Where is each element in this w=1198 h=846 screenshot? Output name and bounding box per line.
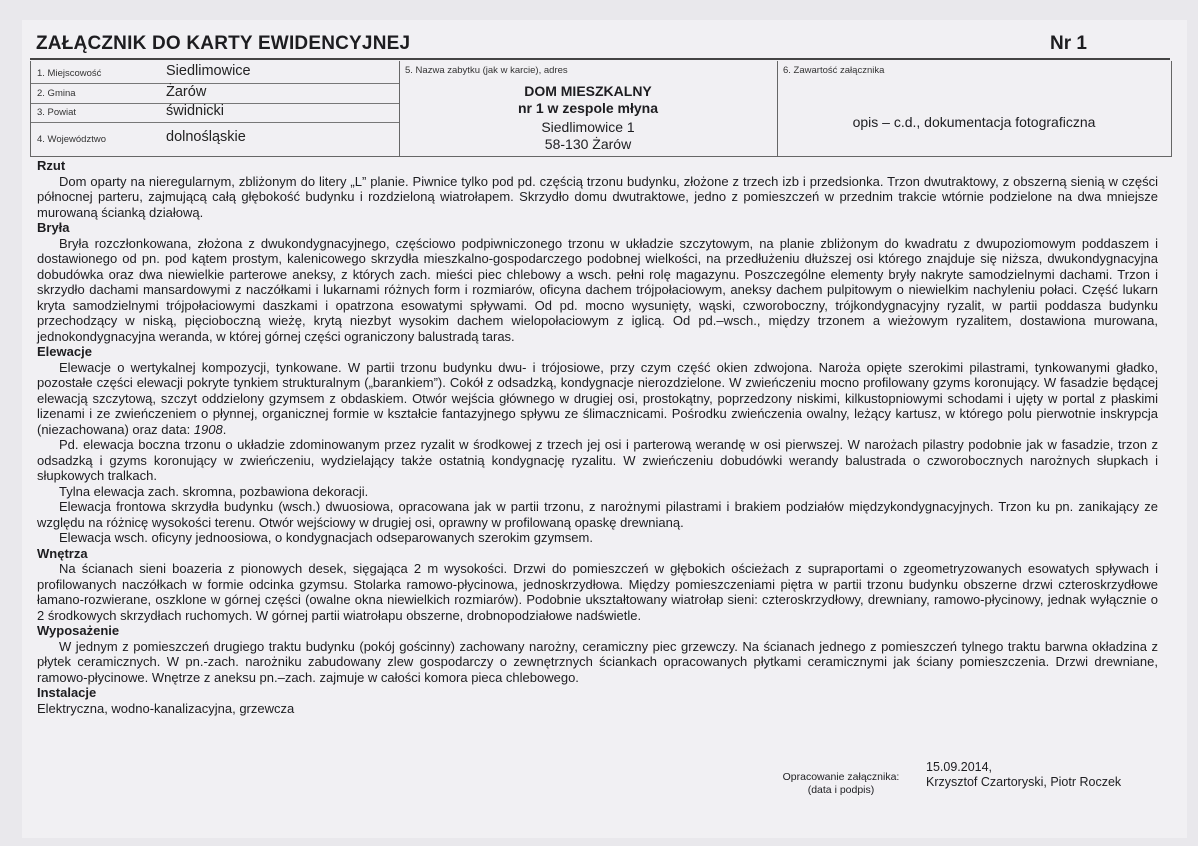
paragraph-elewacje-2: Pd. elewacja boczna trzonu o układzie zdominowanym przez ryzalit w środkowej z trzech jej osi i parterową werandę w osi pierwszej. W narożach pilastry podobnie jak w fasadzie, trzon z odsadzką i gzyms koronujący w zwieńczeniu, wydzielający także ostatnią kondygnację ryzalitu. W zwieńczeniu dobudówki werandy balustrada o czworobocznych narożnych słupkach i słupkowych tralkach. bbox=[37, 437, 1158, 483]
field-value: Siedlimowice bbox=[166, 63, 251, 79]
section-heading-rzut: Rzut bbox=[37, 158, 66, 173]
paragraph-elewacje-5: Elewacja wsch. oficyny jednoosiowa, o kondygnacjach odseparowanych szerokim gzymsem. bbox=[59, 530, 593, 545]
section-heading-instalacje: Instalacje bbox=[37, 685, 97, 700]
monument-name: DOM MIESZKALNY bbox=[524, 83, 652, 99]
field-row-miejscowosc bbox=[31, 61, 399, 84]
header-rule bbox=[30, 58, 1170, 60]
field-label: 4. Województwo bbox=[37, 134, 106, 145]
field-value: Żarów bbox=[166, 84, 207, 100]
info-table bbox=[30, 61, 1172, 157]
paragraph-text: Elewacje o wertykalnej kompozycji, tynkowane. W partii trzonu budynku dwu- i trójosiowe, przy czym część okien zdwojona. Naroża opięte szerokimi pilastrami, tynkowanymi gładko, pozostałe części elewacji pokryte tynkiem strukturalnym („barankiem”). Cokół z odsadzką, kondygnacje nierozdzielone. W zwieńczeniu mocno profilowany gzyms koronujący. W fasadzie będącej elewacją szczytową, szczyt oddzielony gzymsem z obdaskiem. Otwór wejścia głównego w drugiej osi, prostokątny, poprzedzony niskimi, kilkustopniowymi schodami i ujęty w portal z płaskimi lizenami i ze zwieńczeniem o płynnej, organicznej formie w kształcie fantazyjnego spływu ze ślimacznicami. Pośrodku zwieńczenia owalny, leżący kartusz, w którego polu pierwotnie inskrypcja (niezachowana) oraz data: bbox=[37, 359, 1158, 437]
field-label: 1. Miejscowość bbox=[37, 68, 102, 79]
paragraph-elewacje-3: Tylna elewacja zach. skromna, pozbawiona dekoracji. bbox=[59, 483, 369, 499]
paragraph-elewacje-4: Elewacja frontowa skrzydła budynku (wsch.) dwuosiowa, opracowana jak w partii trzonu, z narożnymi pilastrami i brakiem podziałów międzykondygnacyjnych. Trzon ku pn. zanikający ze względu na różnicę wysokości terenu. Otwór wejściowy w drugiej osi, oprawny w profilowaną opaskę drewnianą. bbox=[37, 499, 1158, 530]
description-body bbox=[37, 158, 1158, 716]
attachment-number: Nr 1 bbox=[1050, 33, 1087, 54]
paragraph-wyposazenie: W jednym z pomieszczeń drugiego traktu budynku (pokój gościnny) zachowany narożny, ceramiczny piec grzewczy. Na ścianach jednego z pomieszczeń tylnego traktu barwna okładzina z płytek ceramicznych. W pn.-zach. narożniku zabudowany zlew gospodarczy o zewnętrznych ściankach opracowanych płytkami ceramicznymi jak ściany pomieszczenia. Drzwi drewniane, ramowo-płycinowe. Wnętrze z aneksu pn.–zach. zajmuje w całości komora pieca chlebowego. bbox=[37, 638, 1158, 685]
footer-label-line2: (data i podpis) bbox=[807, 784, 875, 796]
monument-column bbox=[399, 61, 778, 156]
location-column bbox=[31, 61, 400, 156]
field-row-powiat bbox=[31, 103, 399, 123]
inscription-year: 1908 bbox=[193, 421, 223, 437]
field-row-wojewodztwo bbox=[31, 122, 399, 156]
monument-postcode: 58-130 Żarów bbox=[544, 136, 632, 152]
paragraph-rzut: Dom oparty na nieregularnym, zbliżonym do litery „L” planie. Piwnice tylko pod pd. częścią trzonu budynku, złożone z trzech izb i przedsionka. Trzon dwutraktowy, z obszerną sienią w części północnej parteru, zajmującą całą głębokość budynku i rozdzieloną wiatrołapem. Skrzydło domu dwutraktowe, jedno z pomieszczeń w przednim trakcie wtórnie podzielone na dwa mniejsze murowaną ścianką działową. bbox=[37, 173, 1158, 220]
monument-address: Siedlimowice 1 bbox=[541, 119, 635, 135]
monument-subname: nr 1 w zespole młyna bbox=[517, 100, 659, 116]
section-heading-wyposazenie: Wyposażenie bbox=[37, 623, 120, 638]
footer-date: 15.09.2014, bbox=[926, 760, 993, 774]
contents-label: 6. Zawartość załącznika bbox=[783, 65, 885, 76]
monument-label: 5. Nazwa zabytku (jak w karcie), adres bbox=[405, 65, 568, 76]
field-value: dolnośląskie bbox=[166, 129, 246, 145]
field-row-gmina bbox=[31, 83, 399, 104]
paragraph-instalacje: Elektryczna, wodno-kanalizacyjna, grzewcza bbox=[37, 700, 295, 716]
section-heading-elewacje: Elewacje bbox=[37, 344, 92, 359]
document-title: ZAŁĄCZNIK DO KARTY EWIDENCYJNEJ bbox=[36, 33, 411, 54]
paragraph-elewacje-1: Elewacje o wertykalnej kompozycji, tynkowane. W partii trzonu budynku dwu- i trójosiowe, przy czym część okien zdwojona. Naroża opięte szerokimi pilastrami, tynkowanymi gładko, pozostałe części elewacji pokryte tynkiem strukturalnym („barankiem”). Cokół z odsadzką, kondygnacje nierozdzielone. W zwieńczeniu mocno profilowany gzyms koronujący. W fasadzie będącej elewacją szczytową, szczyt oddzielony gzymsem z obdaskiem. Otwór wejścia głównego w drugiej osi, prostokątny, poprzedzony niskimi, kilkustopniowymi schodami i ujęty w portal z płaskimi lizenami i ze zwieńczeniem o płynnej, organicznej formie w kształcie fantazyjnego spływu ze ślimacznicami. Pośrodku zwieńczenia owalny, leżący kartusz, w którego polu pierwotnie inskrypcja (niezachowana) oraz data: 1908. bbox=[37, 359, 1158, 437]
field-label: 2. Gmina bbox=[37, 88, 76, 99]
field-value: świdnicki bbox=[166, 103, 225, 119]
contents-value: opis – c.d., dokumentacja fotograficzna bbox=[852, 114, 1096, 130]
footer-authors: Krzysztof Czartoryski, Piotr Roczek bbox=[926, 775, 1122, 789]
paragraph-wnetrza: Na ścianach sieni boazeria z pionowych desek, sięgająca 2 m wysokości. Drzwi do pomieszczeń w głębokich ościeżach z supraportami o zgeometryzowanych esowatych spływach i profilowanych naczółkach w formie odcinka gzymsu. Stolarka ramowo-płycinowa, jednoskrzydłowa. Między pomieszczeniami piętra w partii trzonu budynku obszerne drzwi czteroskrzydłowe łamano-rozwierane, oszklone w górnej części (owalne okna niewielkich rozmiarów). Podobnie ukształtowany wiatrołap sieni: czteroskrzydłowy, drewniany, ramowo-płycinowy, jednak wyłącznie o 2 środkowych skrzydłach ruchomych. W górnej partii wiatrołapu obszerne, drobnopodziałowe nadświetle. bbox=[37, 561, 1158, 623]
section-heading-wnetrza: Wnętrza bbox=[37, 545, 88, 561]
section-heading-bryla: Bryła bbox=[37, 220, 70, 235]
field-label: 3. Powiat bbox=[37, 107, 77, 118]
paragraph-bryla: Bryła rozczłonkowana, złożona z dwukondygnacyjnego, częściowo podpiwniczonego trzonu w układzie szczytowym, na planie zbliżonym do kwadratu z dwupoziomowym poddaszem i dostawionego od pn. pod kątem prostym, kalenicowego skrzydła mieszkalno-gospodarczego podobnej wielkości, na przedłużeniu dłuższej osi którego znajduje się niższa, dwukondygnacyjna dobudówka oraz dwa niewielkie parterowe aneksy, z których zach. mieści piec chlebowy a wsch. pełni rolę magazynu. Poszczególne elementy bryły nakryte samodzielnymi dachami. Trzon i skrzydło dachami mansardowymi z naczółkami i lukarnami różnych form i rozmiarów, oficyna dachem trójpołaciowym, aneksy dachem pulpitowym o niewielkim nachyleniu połaci. Część lukarn kryta samodzielnymi trójpołaciowymi daszkami i opatrzona esowatymi spływami. Od pd. mocno wysunięty, wąski, czworoboczny, trójkondygnacyjny ryzalit, w partii poddasza budynku przechodzący w niską, pięcioboczną wieżę, krytą niezbyt wysokim dachem wielopołaciowym z iglicą. Od pd.–wsch., między trzonem a wieżowym ryzalitem, dostawiona murowana, jednokondygnacyjna weranda, w której górnej części ograniczony balustradą taras. bbox=[37, 235, 1158, 344]
footer-label bbox=[776, 771, 906, 797]
contents-column bbox=[777, 61, 1171, 156]
footer-label-line1: Opracowanie załącznika: bbox=[782, 771, 900, 783]
